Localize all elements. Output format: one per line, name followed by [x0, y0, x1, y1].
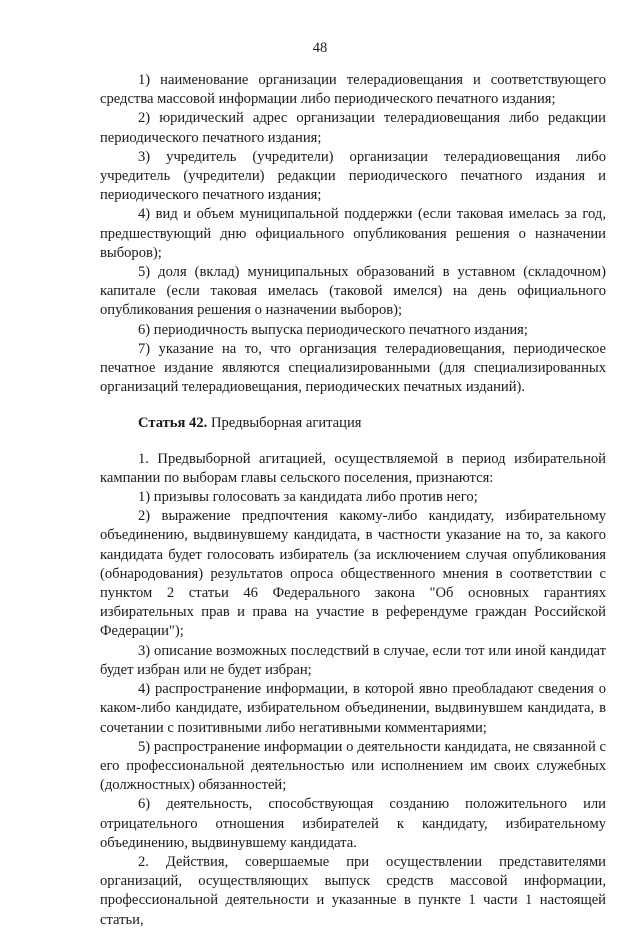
article-title: Предвыборная агитация: [207, 415, 362, 432]
clause-2: 2. Действия, совершаемые при осуществлении представителями организаций, осуществляющих выпуск средств массовой информации, профессиональной деятельности и указанные в пункте 1 части 1 настоящей статьи,: [100, 853, 606, 928]
clause-1-item-1: 1) призывы голосовать за кандидата либо против него;: [138, 489, 478, 506]
list-item-6: 6) периодичность выпуска периодического печатного издания;: [138, 321, 528, 338]
list-item-5: 5) доля (вклад) муниципальных образований в уставном (складочном) капитале (если таковая имелась (таковой имелся) на день официального опубликования решения о назначении выборов);: [100, 264, 606, 319]
clause-1-item-2: 2) выражение предпочтения какому-либо кандидату, избирательному объединению, выдвинувшему кандидата, в частности указание на то, за какого кандидата будет голосовать избиратель (за исключением случая опубликования (обнародования) результатов опроса общественного мнения в соответствии с пунктом 2 статьи 46 Федерального закона "Об основных гарантиях избирательных прав и права на участие в референдуме граждан Российской Федерации");: [100, 508, 606, 640]
article-number: Статья 42.: [138, 415, 208, 432]
clause-1-intro: 1. Предвыборной агитацией, осуществляемой в период избирательной кампании по выборам главы сельского поселения, признаются:: [100, 450, 606, 486]
list-item-4: 4) вид и объем муниципальной поддержки (если таковая имелась за год, предшествующий дню официального опубликования решения о назначении выборов);: [100, 206, 606, 261]
clause-1-item-5: 5) распространение информации о деятельности кандидата, не связанной с его профессиональной деятельностью или исполнением им своих служебных (должностных) обязанностей;: [100, 738, 606, 794]
list-item-7: 7) указание на то, что организация телерадиовещания, периодическое печатное издание являются специализированными (для специализированных организаций телерадиовещания, периодических печатных изданий).: [100, 340, 606, 396]
clause-1-item-4: 4) распространение информации, в которой явно преобладают сведения о каком-либо кандидате, избирательном объединении, выдвинувшем кандидата, в сочетании с позитивными либо негативными комментариями;: [100, 681, 606, 736]
page-number: 48: [312, 40, 328, 56]
clause-1-item-6: 6) деятельность, способствующая созданию положительного или отрицательного отношения избирателей к кандидату, избирательному объединению, выдвинувшему кандидата.: [100, 796, 606, 851]
document-body: [100, 71, 606, 930]
list-item-2: 2) юридический адрес организации телерадиовещания либо редакции периодического печатного издания;: [100, 110, 606, 146]
list-item-3: 3) учредитель (учредители) организации телерадиовещания либо учредитель (учредители) редакции периодического печатного издания и периодического печатного издания;: [100, 148, 606, 204]
list-item-1: 1) наименование организации телерадиовещания и соответствующего средства массовой информации либо периодического печатного издания;: [100, 72, 606, 108]
article-heading: [100, 414, 606, 433]
clause-1-item-3: 3) описание возможных последствий в случае, если тот или иной кандидат будет избран или не будет избран;: [100, 642, 606, 678]
